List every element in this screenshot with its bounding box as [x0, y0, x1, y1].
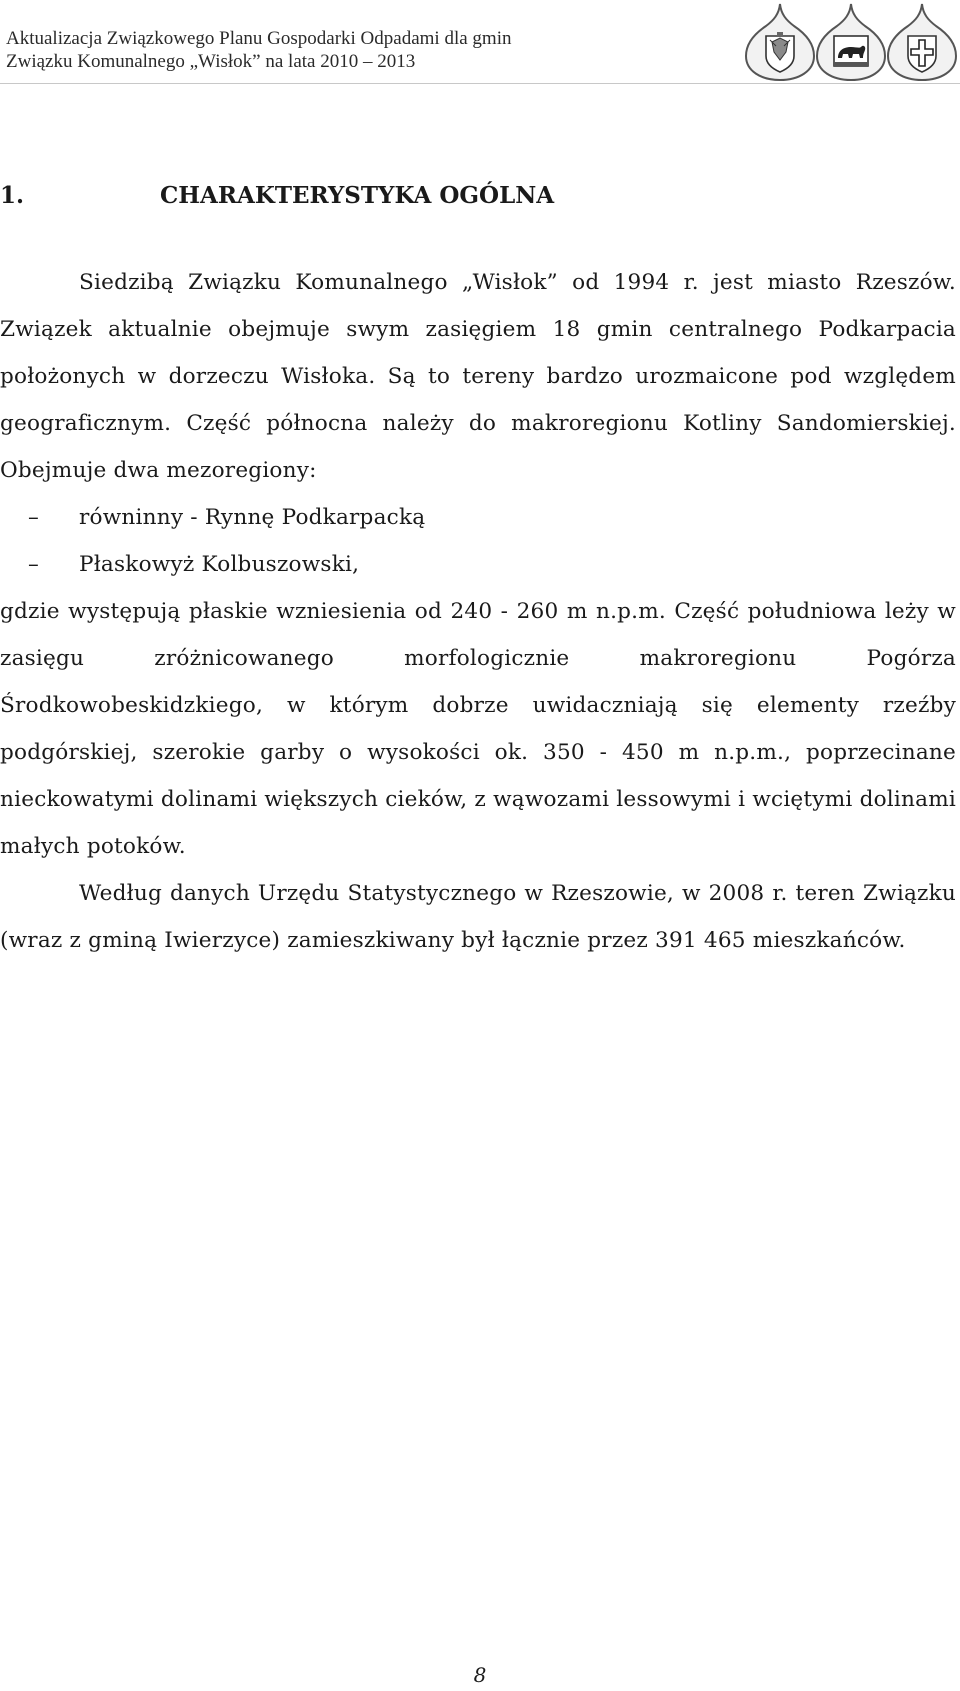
- list-item-text: Płaskowyż Kolbuszowski,: [79, 552, 360, 577]
- header-divider: [0, 83, 960, 84]
- document-body: [0, 259, 956, 964]
- page-number: 8: [473, 1663, 487, 1687]
- coat-of-arms-icon: [742, 2, 818, 82]
- header-title: [6, 27, 511, 73]
- paragraph-population: Według danych Urzędu Statystycznego w Rzeszowie, w 2008 r. teren Związku (wraz z gminą Iwierzyce) zamieszkiwany był łącznie przez 391 465 mieszkańców.: [0, 881, 956, 953]
- paragraph-intro: Siedzibą Związku Komunalnego „Wisłok” od 1994 r. jest miasto Rzeszów. Związek aktualnie obejmuje swym zasięgiem 18 gmin centralnego Podkarpacia położonych w dorzeczu Wisłoka. Są to tereny bardzo urozmaicone pod względem geograficznym. Część północna należy do makroregionu Kotliny Sandomierskiej. Obejmuje dwa mezoregiony:: [0, 270, 956, 483]
- section-title: CHARAKTERYSTYKA OGÓLNA: [160, 182, 555, 209]
- header-title-line-2: Związku Komunalnego „Wisłok” na lata 2010 – 2013: [6, 51, 416, 72]
- paragraph-south: gdzie występują płaskie wzniesienia od 240 - 260 m n.p.m. Część południowa leży w zasięgu zróżnicowanego morfologicznie makroregionu Pogórza Środkowobeskidzkiego, w którym dobrze uwidaczniają się elementy rzeźby podgórskiej, szerokie garby o wysokości ok. 350 - 450 m n.p.m., poprzecinane nieckowatymi dolinami większych cieków, z wąwozami lessowymi i wciętymi dolinami małych potoków.: [0, 599, 956, 859]
- bear-icon: [813, 2, 889, 82]
- mesoregion-list: [0, 494, 956, 588]
- dash-bullet: –: [28, 552, 39, 577]
- list-item: [0, 541, 956, 588]
- list-item-text: równinny - Rynnę Podkarpacką: [79, 505, 426, 530]
- section-number: 1.: [0, 182, 25, 209]
- list-item: [0, 494, 956, 541]
- header-logos: [742, 2, 960, 82]
- header-title-line-1: Aktualizacja Związkowego Planu Gospodarki Odpadami dla gmin: [6, 28, 512, 49]
- page-header: [0, 0, 960, 86]
- cross-icon: [884, 2, 960, 82]
- section-heading: [0, 180, 554, 212]
- dash-bullet: –: [28, 505, 39, 530]
